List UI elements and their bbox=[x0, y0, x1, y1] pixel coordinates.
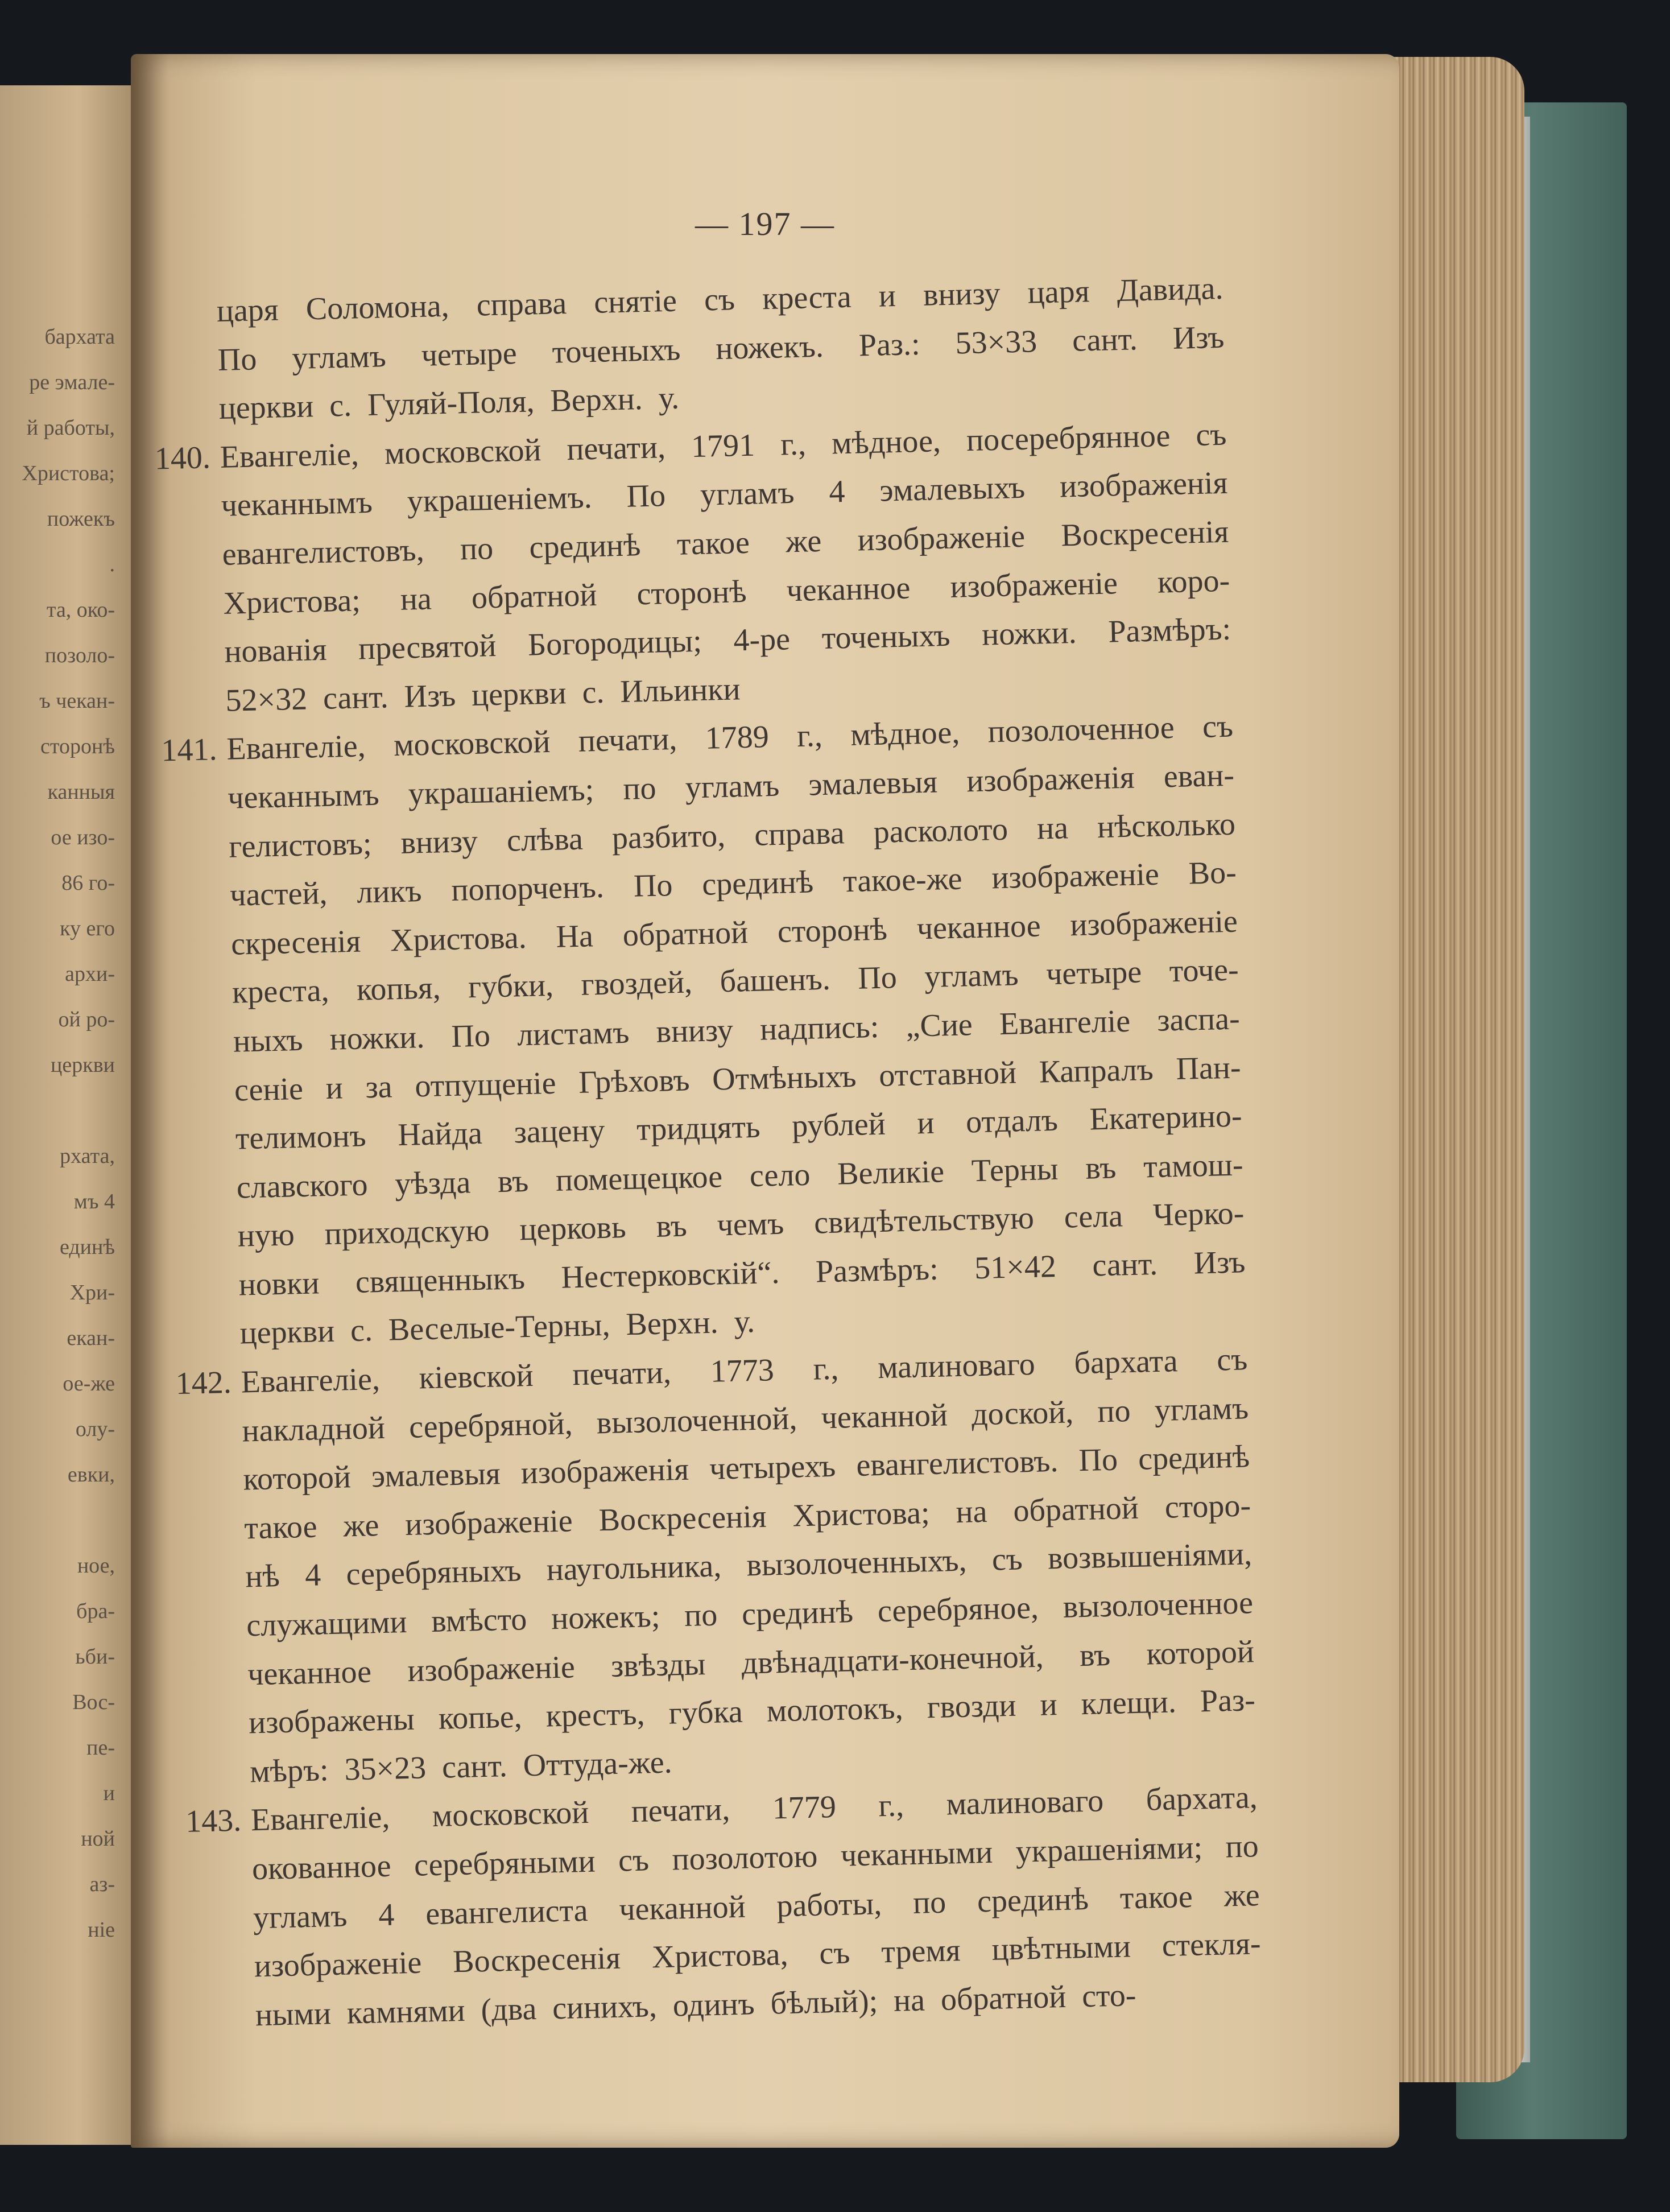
left-page-line: ное, bbox=[77, 1554, 115, 1578]
entry-number: 140. bbox=[154, 440, 211, 477]
left-page-line: рхата, bbox=[60, 1144, 115, 1168]
line-text: ныхъ ножки. По листамъ внизу надпись: „Сие Евангеліе заспа- bbox=[233, 1001, 1241, 1059]
left-page-line: ной bbox=[81, 1827, 115, 1851]
line-text: Евангеліе, московской печати, 1779 г., малиноваго бархата, bbox=[250, 1780, 1258, 1838]
line-text: служащими вмѣсто ножекъ; по срединѣ серебряное, вызолоченное bbox=[246, 1585, 1254, 1644]
line-text: 52×32 сант. Изъ церкви с. Ильинки bbox=[225, 671, 741, 719]
line-text: скресенія Христова. На обратной сторонѣ чеканное изображеніе bbox=[230, 903, 1238, 962]
left-page-line: ое изо- bbox=[51, 826, 115, 849]
line-text: мѣръ: 35×23 сант. Оттуда-же. bbox=[249, 1744, 673, 1790]
left-page-line: ьби- bbox=[75, 1645, 115, 1669]
left-page-line: канныя bbox=[47, 780, 115, 804]
line-text: евангелистовъ, по срединѣ такое же изображеніе Воскресенія bbox=[221, 514, 1229, 572]
left-page-line: позоло- bbox=[44, 643, 115, 667]
left-page-line: . bbox=[109, 552, 115, 576]
line-text: Евангеліе, московской печати, 1789 г., мѣдное, позолоченное съ bbox=[226, 708, 1234, 767]
left-page-line: и bbox=[103, 1781, 115, 1805]
line-text: окованное серебряными съ позолотою чеканными украшеніями; по bbox=[251, 1829, 1259, 1887]
text-column bbox=[154, 265, 1262, 2040]
line-text: церкви с. Веселые-Терны, Верхн. у. bbox=[239, 1304, 755, 1351]
left-page-line: пе- bbox=[86, 1736, 115, 1760]
line-text: Христова; на обратной сторонѣ чеканное изображеніе коро- bbox=[222, 563, 1230, 621]
line-text: частей, ликъ попорченъ. По срединѣ такое-же изображеніе Во- bbox=[229, 855, 1237, 913]
left-page-line: бархата bbox=[44, 325, 115, 349]
line-text: которой эмалевыя изображенія четырехъ евангелистовъ. По срединѣ bbox=[242, 1439, 1250, 1497]
left-page-line: й работы, bbox=[26, 416, 115, 440]
left-page-line: Хри- bbox=[69, 1281, 115, 1305]
left-page-line: 86 го- bbox=[61, 871, 115, 895]
line-text: Евангеліе, кіевской печати, 1773 г., малиноваго бархата съ bbox=[240, 1342, 1248, 1400]
left-page-line: единѣ bbox=[59, 1235, 115, 1259]
line-text: сеніе и за отпущеніе Грѣховъ Отмѣныхъ отставной Капралъ Пан- bbox=[234, 1049, 1242, 1108]
line-text: изображены копье, крестъ, губка молотокъ, гвозди и клещи. Раз- bbox=[248, 1682, 1256, 1741]
line-text: ными камнями (два синихъ, одинъ бѣлый); на обратной сто- bbox=[255, 1977, 1137, 2033]
line-text: нованія пресвятой Богородицы; 4-ре точеныхъ ножки. Размѣръ: bbox=[224, 611, 1231, 670]
line-text: царя Соломона, справа снятіе съ креста и внизу царя Давида. bbox=[216, 270, 1224, 329]
left-page-line: мъ 4 bbox=[73, 1190, 115, 1214]
line-text: новки священныкъ Нестерковскій“. Размѣръ: 51×42 сант. Изъ bbox=[238, 1244, 1246, 1303]
line-text: креста, копья, губки, гвоздей, башенъ. По угламъ четыре точе- bbox=[232, 952, 1239, 1010]
entry-number: 142. bbox=[175, 1364, 232, 1402]
left-page-line: та, око- bbox=[46, 598, 115, 622]
line-text: накладной серебряной, вызолоченной, чеканной доской, по угламъ bbox=[241, 1390, 1249, 1449]
left-page-line: Христова; bbox=[22, 461, 115, 485]
entry-number: 143. bbox=[185, 1803, 242, 1840]
left-page-line: аз- bbox=[89, 1872, 115, 1896]
left-page-line: архи- bbox=[65, 962, 115, 986]
left-page-line: сторонѣ bbox=[40, 734, 115, 758]
left-page-line: евки, bbox=[67, 1463, 115, 1487]
line-text: изображеніе Воскресенія Христова, съ тремя цвѣтными стекля- bbox=[254, 1926, 1262, 1984]
page-number: — 197 — bbox=[695, 205, 835, 242]
line-text: гелистовъ; внизу слѣва разбито, справа расколото на нѣсколько bbox=[228, 806, 1236, 865]
left-page-line: ре эмале- bbox=[29, 370, 115, 394]
left-page-line: бра- bbox=[76, 1599, 115, 1623]
line-text: ную приходскую церковь въ чемъ свидѣтельствую села Черко- bbox=[237, 1195, 1245, 1254]
line-text: нѣ 4 серебряныхъ наугольника, вызолоченныхъ, съ возвышеніями, bbox=[245, 1536, 1252, 1595]
left-page-line: ку его bbox=[60, 917, 115, 940]
left-page-line: ніе bbox=[88, 1918, 115, 1942]
left-page-line: екан- bbox=[67, 1326, 115, 1350]
left-page-line: олу- bbox=[75, 1417, 115, 1441]
line-text: чеканнымъ украшеніемъ. По угламъ 4 эмалевыхъ изображенія bbox=[221, 465, 1228, 524]
left-page-line: ой ро- bbox=[58, 1008, 115, 1031]
line-text: славского уѣзда въ помещецкое село Великіе Терны въ тамош- bbox=[236, 1147, 1244, 1206]
line-text: такое же изображеніе Воскресенія Христова; на обратной сторо- bbox=[243, 1488, 1251, 1546]
line-text: чеканнымъ украшаніемъ; по угламъ эмалевыя изображенія еван- bbox=[227, 757, 1235, 816]
line-text: По угламъ четыре точеныхъ ножекъ. Раз.: 53×33 сант. Изъ bbox=[217, 319, 1225, 378]
line-text: телимонъ Найда зацену тридцять рублей и отдалъ Екатерино- bbox=[235, 1098, 1243, 1157]
left-page-line: ъ чекан- bbox=[39, 689, 115, 713]
line-text: угламъ 4 евангелиста чеканной работы, по срединѣ такое же bbox=[253, 1877, 1260, 1936]
left-page-line: Вос- bbox=[72, 1690, 115, 1714]
right-page bbox=[131, 54, 1399, 2148]
left-page-line: пожекъ bbox=[47, 507, 115, 531]
left-page bbox=[0, 85, 142, 2145]
left-page-line: ое-же bbox=[63, 1372, 115, 1396]
line-text: церкви с. Гуляй-Поля, Верхн. у. bbox=[218, 380, 680, 427]
line-text: чеканное изображеніе звѣзды двѣнадцати-конечной, въ которой bbox=[247, 1633, 1255, 1692]
line-text: Евангеліе, московской печати, 1791 г., мѣдное, посеребрянное съ bbox=[220, 416, 1227, 475]
entry-number: 141. bbox=[160, 732, 218, 769]
left-page-line: церкви bbox=[51, 1053, 115, 1077]
